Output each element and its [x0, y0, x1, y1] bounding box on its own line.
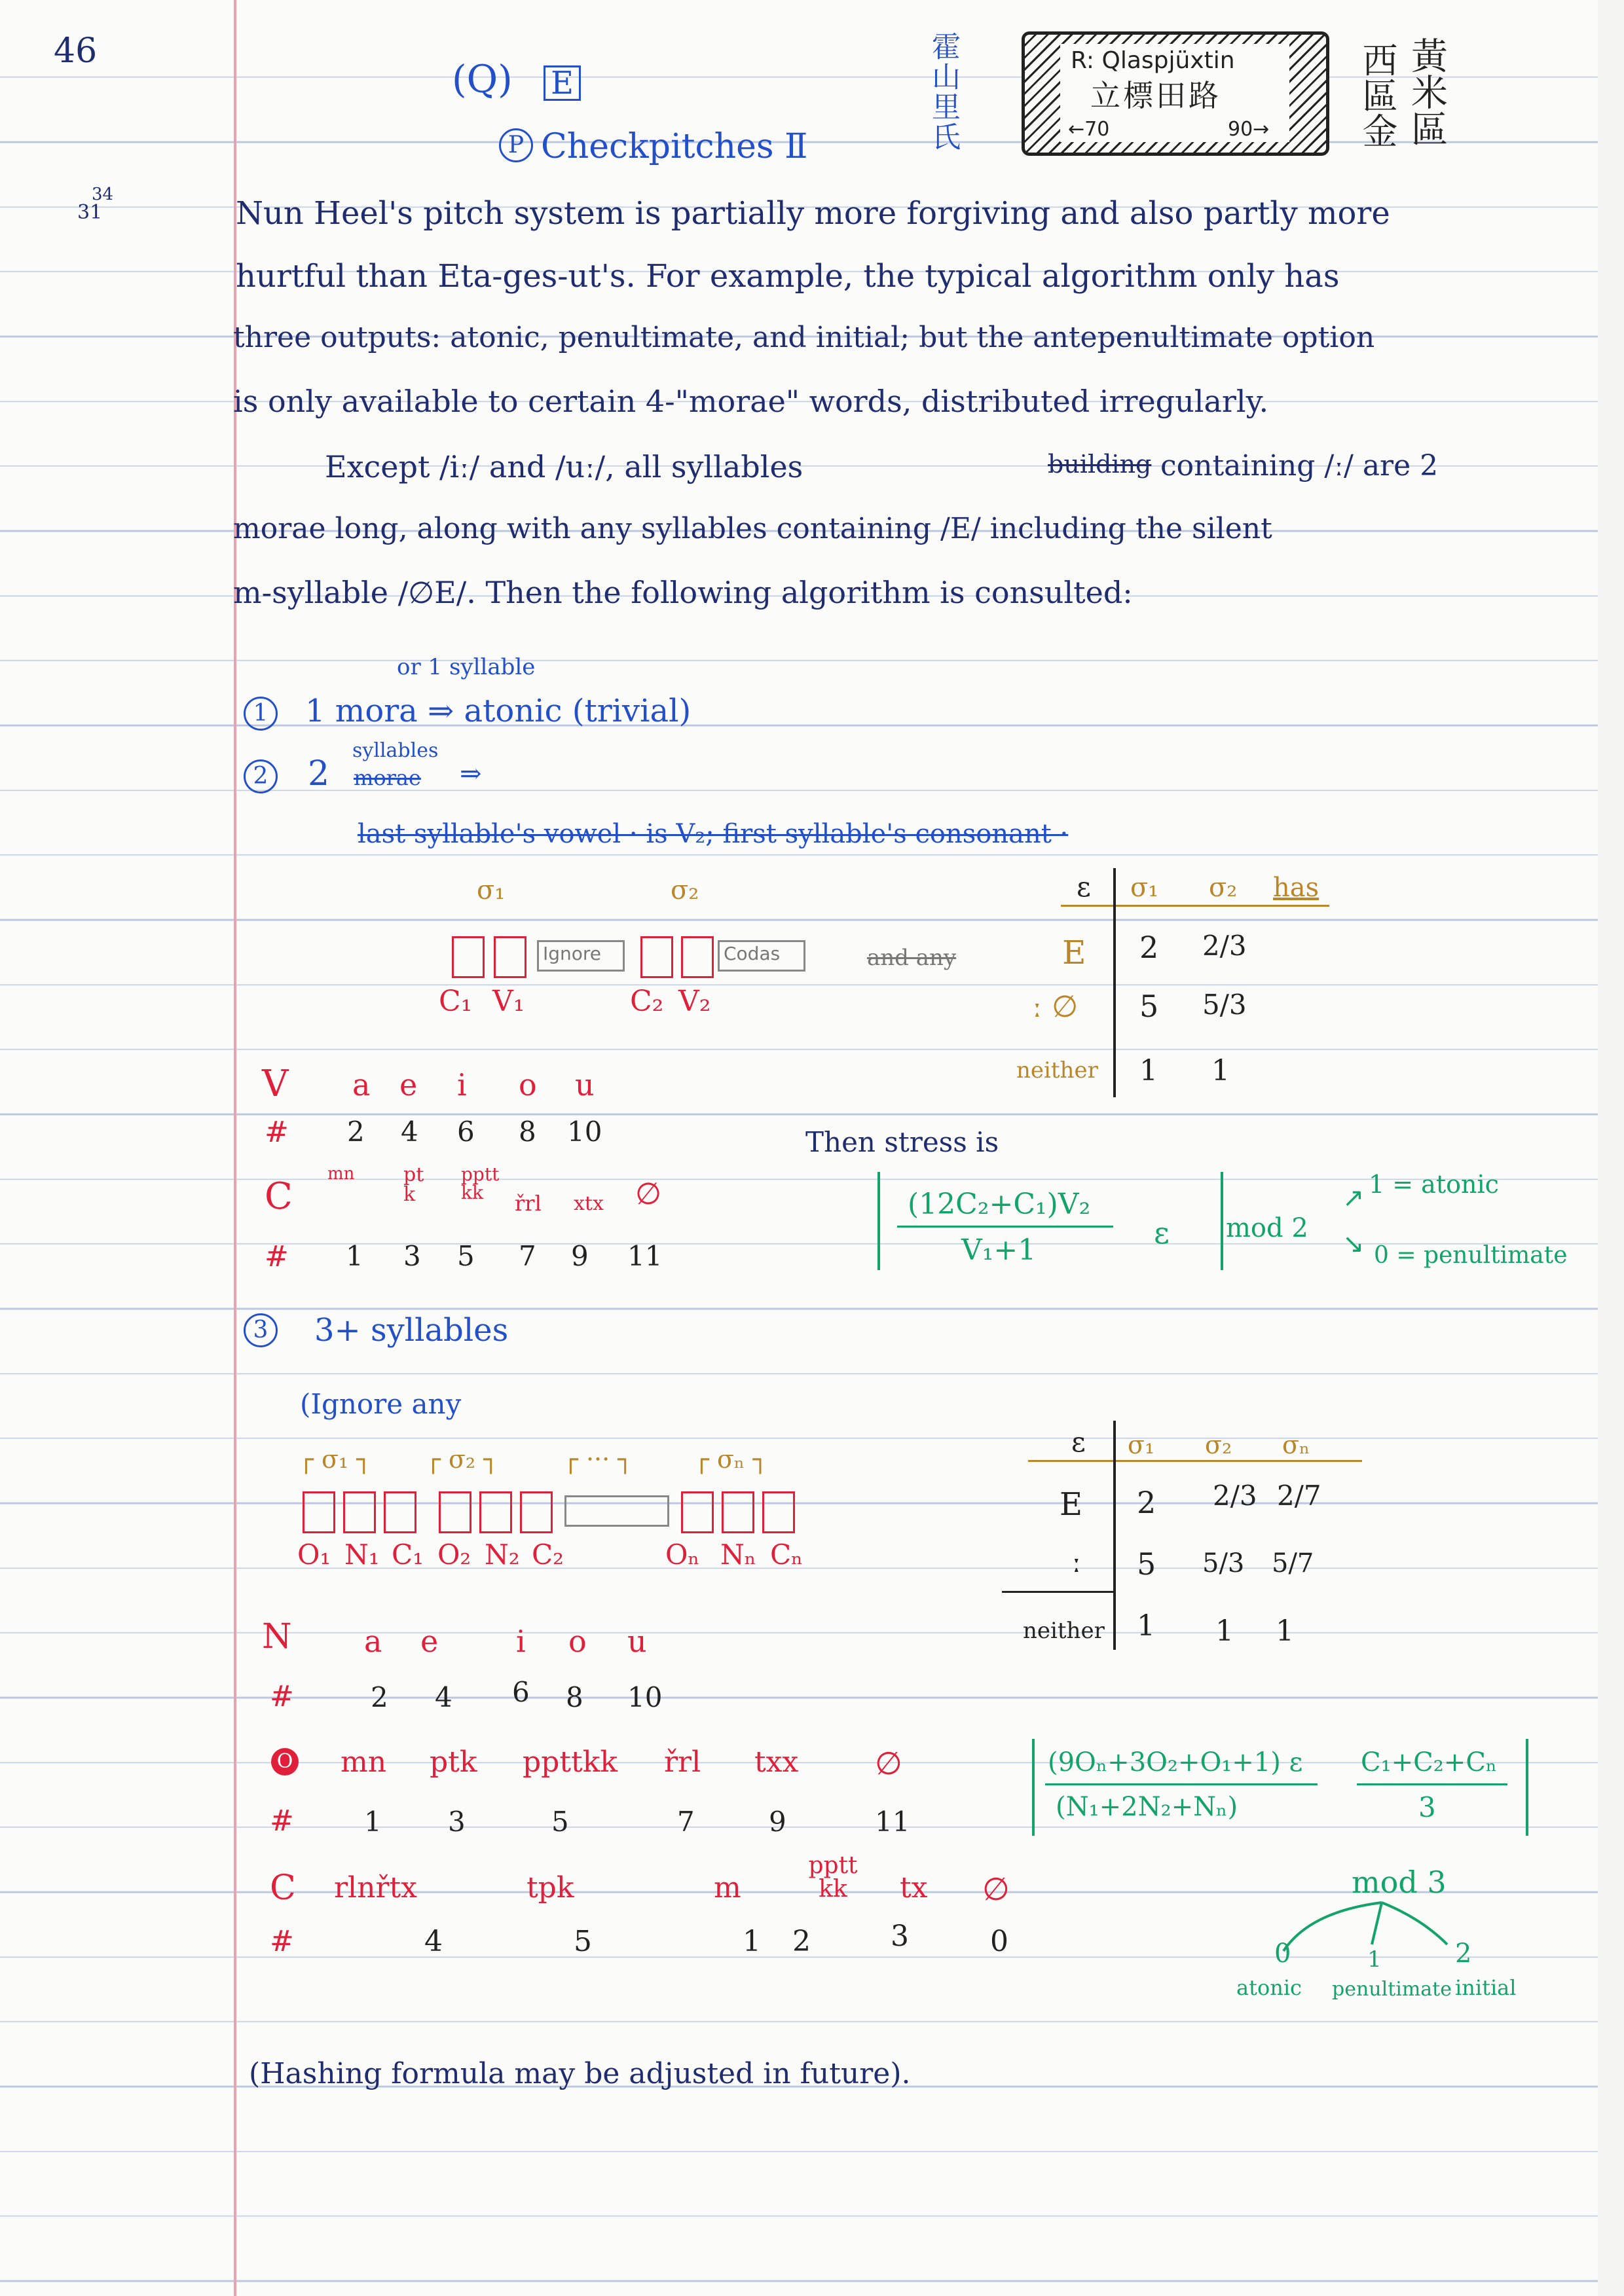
formula2-mod: mod 2 [1226, 1213, 1308, 1243]
vt3-n-num: 2 [371, 1681, 388, 1713]
mod-output-label: atonic [1236, 1975, 1302, 2000]
table3-cell: 2 [1137, 1485, 1156, 1520]
vt3-c-cons: ∅ [982, 1871, 1010, 1908]
diagram3-slot [384, 1491, 416, 1533]
vt3-n-label: N [262, 1617, 292, 1656]
vt3-o-num: 7 [677, 1806, 695, 1838]
vt2-v-hash: # [265, 1116, 289, 1149]
table3-header: σₙ [1282, 1430, 1310, 1459]
vt3-o-num: 5 [551, 1806, 569, 1838]
vt3-n-hash: # [270, 1680, 294, 1713]
paragraph-line: Nun Heel's pitch system is partially more forgiving and also partly more [236, 195, 1390, 232]
vt2-v-num: 2 [347, 1116, 365, 1148]
rule1-number: 1 [244, 697, 278, 731]
vt2-vowel: a [352, 1067, 371, 1102]
vt3-c-cons: rlnřtx [334, 1871, 417, 1904]
vt3-vowel: e [420, 1624, 439, 1659]
rule1-text: 1 mora ⇒ atonic (trivial) [305, 693, 692, 729]
diagram2-and-any: and any [867, 945, 957, 971]
vt2-c-num: 9 [571, 1240, 589, 1272]
diagram3-slot [303, 1491, 335, 1533]
table3-header: ε [1071, 1426, 1086, 1458]
paragraph2-line1-b: containing /ː/ are 2 [1160, 449, 1439, 483]
vt2-vowel: o [519, 1067, 537, 1102]
table2-row-label: E [1062, 934, 1086, 972]
table3-cell: 2/3 [1213, 1480, 1257, 1512]
formula2-epsilon: ε [1154, 1215, 1170, 1250]
table3-cell: 1 [1215, 1614, 1234, 1648]
stamp-right-col1: 黃米區 [1405, 37, 1448, 147]
vt2-c-num: 11 [627, 1240, 663, 1272]
paragraph2-line3: m-syllable /∅E/. Then the following algorithm is consulted: [233, 575, 1133, 610]
vt2-vowel: u [575, 1067, 595, 1102]
rule2-struck-word: morae [354, 765, 421, 790]
vt3-n-num: 4 [435, 1681, 452, 1713]
vt3-c-label: C [270, 1868, 296, 1908]
vt2-v-num: 8 [519, 1116, 536, 1148]
stamp-right-col2: 西區金 [1357, 42, 1398, 148]
mod-output-number: 2 [1455, 1939, 1472, 1969]
vt2-c-label: C [265, 1175, 293, 1218]
mod-output-label: penultimate [1332, 1978, 1452, 2001]
diagram2-label: V₂ [678, 985, 711, 1018]
diagram3-slot [479, 1491, 512, 1533]
table2-header: ε [1077, 871, 1091, 903]
diagram3-slot [343, 1491, 376, 1533]
stamp-box [1022, 31, 1329, 156]
rule2-arrow: ⇒ [460, 759, 482, 789]
vt3-n-num: 8 [566, 1681, 583, 1713]
mod-output-label: initial [1455, 1975, 1517, 2000]
vt3-o-cons: řrl [664, 1745, 701, 1779]
vt2-vowel: e [399, 1067, 418, 1102]
vt3-c-cons: tx [900, 1871, 928, 1904]
diagram2-slot-v1 [494, 936, 526, 978]
vt2-c-num: 5 [457, 1240, 475, 1272]
vt2-cons: pptt kk [461, 1163, 500, 1203]
diagram3-slot [439, 1491, 471, 1533]
formula3-mod: mod 3 [1352, 1865, 1447, 1900]
vt2-cons: pt k [403, 1163, 424, 1206]
vt3-o-cons: mn [341, 1745, 387, 1779]
formula2-output-0: 0 = penultimate [1374, 1242, 1568, 1269]
table3-row-label: E [1060, 1486, 1083, 1523]
diagram3-bracket: ┌ σ₁ ┐ [299, 1445, 372, 1474]
diagram3-label: Nₙ [720, 1539, 756, 1571]
vt3-c-hash: # [270, 1925, 294, 1958]
vt3-c-num: 3 [891, 1920, 909, 1953]
rule3-text: 3+ syllables [314, 1312, 509, 1349]
vt3-c-num: 0 [990, 1925, 1008, 1958]
vt2-cons: ∅ [635, 1176, 662, 1211]
diagram3-bracket: ┌ σ₂ ┐ [426, 1445, 499, 1474]
vt3-c-num: 5 [574, 1925, 592, 1958]
diagram3-label: N₂ [485, 1539, 520, 1571]
table2-cell: 5 [1139, 989, 1159, 1024]
stamp-right-number: 90→ [1228, 118, 1270, 141]
page-number: 46 [54, 31, 98, 71]
rule3-ignore-note: (Ignore any [300, 1388, 462, 1420]
diagram3-label: O₁ [297, 1539, 331, 1571]
table2-header: σ₂ [1209, 873, 1238, 903]
vt3-vowel: i [516, 1624, 526, 1659]
table3-cell: 5/7 [1272, 1548, 1314, 1578]
formula3-right-numerator: C₁+C₂+Cₙ [1361, 1747, 1498, 1777]
table2-cell: 1 [1139, 1054, 1158, 1087]
vt3-c-num: 4 [424, 1925, 443, 1958]
paragraph-line: is only available to certain 4-"morae" words, distributed irregularly. [233, 384, 1269, 419]
margin-note-bottom: 31 [77, 201, 103, 224]
rule2-annotation: syllables [352, 739, 439, 762]
paragraph2-line2: morae long, along with any syllables containing /E/ including the silent [233, 512, 1272, 545]
diagram2-slot-c2 [640, 936, 673, 978]
footer-note: (Hashing formula may be adjusted in future). [249, 2057, 911, 2090]
diagram3-slot [520, 1491, 553, 1533]
table2-row-label: neither [1016, 1057, 1098, 1084]
table3-header: σ₂ [1205, 1430, 1232, 1459]
formula3-denominator: (N₁+2N₂+Nₙ) [1056, 1792, 1238, 1822]
vt3-o-cons: ppttkk [523, 1745, 618, 1779]
diagram3-label: C₁ [392, 1539, 424, 1571]
diagram2-label: C₁ [439, 985, 473, 1018]
diagram3-label: Oₙ [665, 1539, 700, 1571]
rule2-number: 2 [244, 759, 278, 793]
vt2-c-hash: # [265, 1240, 289, 1273]
page-title: Checkpitches Ⅱ [541, 127, 808, 166]
diagram3-label: N₁ [344, 1539, 380, 1571]
paragraph2-struck-word: building [1048, 450, 1152, 479]
margin-note-top: 34 [92, 185, 114, 204]
table2-cell: 2/3 [1202, 930, 1247, 962]
vt3-o-num: 11 [875, 1806, 910, 1838]
table3-cell: 5 [1137, 1546, 1156, 1582]
mod-output-number: 1 [1367, 1946, 1382, 1973]
vt3-vowel: o [568, 1624, 587, 1659]
table3-cell: 5/3 [1202, 1548, 1245, 1578]
rule3-number: 3 [244, 1313, 278, 1347]
stress-intro: Then stress is [805, 1126, 999, 1158]
mod-output-number: 0 [1274, 1939, 1291, 1969]
vt2-c-num: 3 [403, 1240, 421, 1272]
vt3-o-label: O [271, 1748, 299, 1776]
diagram3-slot [681, 1491, 714, 1533]
vt3-c-cons: tpk [526, 1871, 574, 1904]
diagram2-sigma1: σ₁ [477, 875, 506, 905]
vt2-c-num: 1 [346, 1240, 363, 1272]
diagram3-label: C₂ [532, 1539, 564, 1571]
table3-header: σ₁ [1128, 1430, 1155, 1459]
vt3-c-cons: pptt kk [808, 1852, 858, 1903]
diagram3-bracket: ┌ σₙ ┐ [694, 1445, 768, 1474]
vt3-o-num: 3 [448, 1806, 466, 1838]
formula2-output-1: 1 = atonic [1369, 1170, 1499, 1199]
vt3-c-cons: m [714, 1871, 741, 1904]
table2-cell: 2 [1139, 930, 1159, 965]
arrow-down-right-icon: ↘ [1342, 1229, 1365, 1259]
formula3-numerator: (9Oₙ+3O₂+O₁+1) ε [1048, 1747, 1303, 1777]
vt3-o-cons: txx [754, 1745, 799, 1779]
vt2-cons: xtx [574, 1192, 604, 1215]
vt2-cons: řrl [515, 1191, 542, 1216]
diagram2-codas-box: Codas [718, 940, 805, 972]
stress-formula2 [877, 1172, 1223, 1270]
vt3-c-num: 2 [792, 1925, 811, 1958]
diagram3-bracket: ┌ ··· ┐ [563, 1445, 633, 1474]
vt2-v-num: 4 [401, 1116, 418, 1148]
table3-row-label: ː [1071, 1544, 1082, 1579]
paragraph-line: three outputs: atonic, penultimate, and initial; but the antepenultimate option [233, 321, 1375, 354]
vt3-o-num: 1 [364, 1806, 382, 1838]
stamp-left-number: ←70 [1068, 118, 1110, 141]
vt2-v-num: 10 [567, 1116, 602, 1148]
diagram3-slot [762, 1491, 795, 1533]
formula3-right-denominator: 3 [1418, 1791, 1436, 1823]
table3-cell: 2/7 [1277, 1480, 1321, 1512]
vt2-cons: mn [327, 1164, 355, 1184]
rule1-annotation: or 1 syllable [397, 654, 536, 680]
diagram3-label: Cₙ [770, 1539, 803, 1571]
table3-cell: 1 [1137, 1609, 1155, 1643]
diagram3-slot [722, 1491, 754, 1533]
table2-cell: 1 [1211, 1054, 1230, 1087]
vt3-o-num: 9 [769, 1806, 786, 1838]
header-symbol-right: E [544, 65, 581, 101]
header-symbol-left: (Q) [452, 57, 513, 101]
rule2-count: 2 [308, 754, 330, 793]
vt3-vowel: u [627, 1624, 647, 1659]
table3-row-label: neither [1023, 1618, 1105, 1644]
vt2-vowel: i [457, 1067, 467, 1102]
vt2-c-num: 7 [519, 1240, 536, 1272]
table2-row-label: ː ∅ [1032, 989, 1079, 1024]
diagram2-slot-v2 [681, 936, 714, 978]
table3-cell: 1 [1276, 1614, 1294, 1648]
table2-cell: 5/3 [1202, 989, 1247, 1021]
vt3-o-hash: # [270, 1804, 294, 1838]
vt3-n-num: 6 [512, 1676, 530, 1708]
diagram2-label: C₂ [630, 985, 664, 1018]
diagram3-ignore-box [564, 1495, 669, 1527]
paragraph-line: hurtful than Eta-ges-ut's. For example, the typical algorithm only has [236, 258, 1340, 295]
vt2-v-num: 6 [457, 1116, 475, 1148]
vt3-o-cons: ptk [430, 1745, 477, 1779]
arrow-up-right-icon: ↗ [1342, 1183, 1365, 1213]
stamp-vertical-text: 霍山里氏 [927, 31, 960, 152]
diagram2-ignore-box: Ignore [537, 940, 625, 972]
diagram2-sigma2: σ₂ [671, 875, 699, 905]
rule2-struck-line: last syllable's vowel · is V₂; first syllable's consonant · [358, 819, 1069, 849]
table2-header: has [1273, 873, 1320, 903]
diagram2-label: V₁ [492, 985, 525, 1018]
vt3-c-num: 1 [743, 1925, 761, 1958]
diagram2-slot-c1 [452, 936, 485, 978]
table2-header: σ₁ [1130, 873, 1159, 903]
vt3-o-cons: ∅ [875, 1745, 902, 1782]
stamp-middle-text: 立標田路 [1090, 78, 1221, 113]
vt3-n-num: 10 [627, 1681, 663, 1713]
stamp-top-text: R: Qlaspjüxtin [1071, 47, 1235, 74]
formula2-numerator: (12C₂+C₁)V₂ [908, 1188, 1091, 1221]
vt3-vowel: a [364, 1624, 382, 1659]
diagram3-label: O₂ [437, 1539, 471, 1571]
title-marker: P [499, 128, 533, 162]
paragraph2-line1-a: Except /iː/ and /uː/, all syllables [325, 449, 803, 484]
vt2-v-label: V [262, 1063, 289, 1105]
formula2-denominator: V₁+1 [961, 1233, 1037, 1267]
